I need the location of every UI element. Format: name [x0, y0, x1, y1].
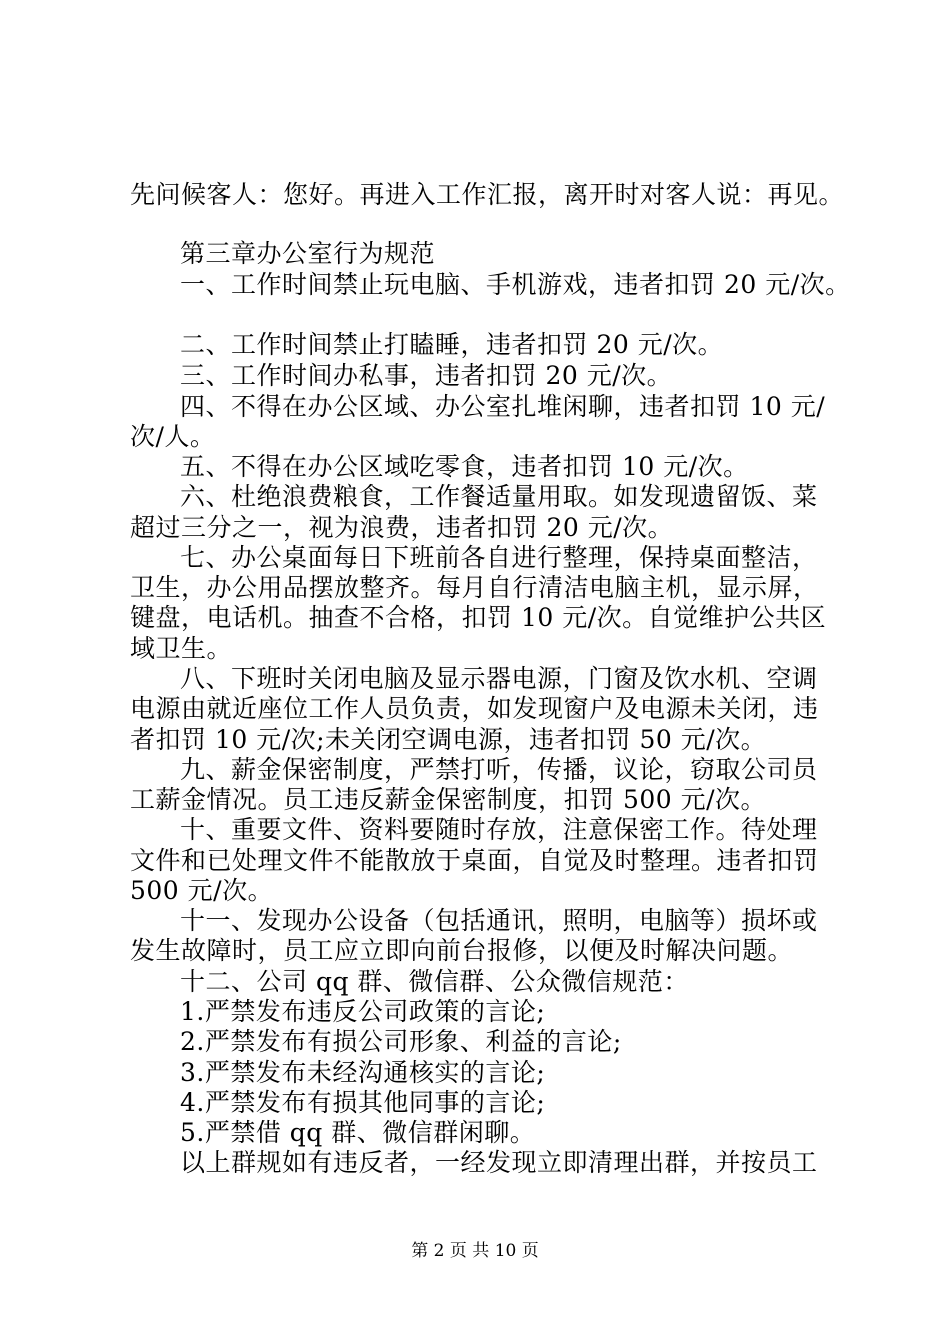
body-line: 电源由就近座位工作人员负责，如发现窗户及电源未关闭，违 — [130, 694, 819, 723]
list-item: 1.严禁发布违反公司政策的言论; — [180, 997, 546, 1026]
body-line: 文件和已处理文件不能散放于桌面，自觉及时整理。违者扣罚 — [130, 846, 819, 875]
list-item: 5.严禁借 qq 群、微信群闲聊。 — [180, 1118, 536, 1147]
body-line: 九、薪金保密制度，严禁打听，传播，议论，窃取公司员 — [180, 755, 818, 784]
body-line: 键盘，电话机。抽查不合格，扣罚 10 元/次。自觉维护公共区 — [130, 603, 827, 632]
chapter-heading: 第三章办公室行为规范 — [180, 239, 436, 268]
body-line: 工薪金情况。员工违反薪金保密制度，扣罚 500 元/次。 — [130, 785, 767, 814]
body-line: 十、重要文件、资料要随时存放，注意保密工作。待处理 — [180, 815, 818, 844]
body-line: 先问候客人：您好。再进入工作汇报，离开时对客人说：再见。 — [130, 180, 845, 209]
body-line: 十二、公司 qq 群、微信群、公众微信规范： — [180, 967, 689, 996]
body-line: 六、杜绝浪费粮食，工作餐适量用取。如发现遗留饭、菜 — [180, 482, 818, 511]
body-line: 500 元/次。 — [130, 876, 274, 905]
body-line: 五、不得在办公区域吃零食，违者扣罚 10 元/次。 — [180, 452, 749, 481]
body-line: 发生故障时，员工应立即向前台报修，以便及时解决问题。 — [130, 936, 794, 965]
body-line: 超过三分之一，视为浪费，违者扣罚 20 元/次。 — [130, 513, 674, 542]
body-line: 域卫生。 — [130, 634, 233, 663]
body-line: 八、下班时关闭电脑及显示器电源，门窗及饮水机、空调 — [180, 664, 818, 693]
body-line: 七、办公桌面每日下班前各自进行整理，保持桌面整洁， — [180, 543, 818, 572]
body-line: 十一、发现办公设备（包括通讯，照明，电脑等）损坏或 — [180, 906, 818, 935]
list-item: 2.严禁发布有损公司形象、利益的言论; — [180, 1027, 622, 1056]
list-item: 3.严禁发布未经沟通核实的言论; — [180, 1058, 546, 1087]
body-line: 二、工作时间禁止打瞌睡，违者扣罚 20 元/次。 — [180, 330, 724, 359]
body-line: 四、不得在办公区域、办公室扎堆闲聊，违者扣罚 10 元/ — [180, 392, 826, 421]
body-line: 卫生，办公用品摆放整齐。每月自行清洁电脑主机，显示屏， — [130, 573, 819, 602]
body-line: 次/人。 — [130, 422, 216, 451]
body-line: 以上群规如有违反者，一经发现立即清理出群，并按员工 — [180, 1148, 818, 1177]
body-line: 者扣罚 10 元/次;未关闭空调电源，违者扣罚 50 元/次。 — [130, 725, 767, 754]
body-line: 一、工作时间禁止玩电脑、手机游戏，违者扣罚 20 元/次。 — [180, 270, 851, 299]
page-footer: 第 2 页 共 10 页 — [411, 1241, 539, 1261]
list-item: 4.严禁发布有损其他同事的言论; — [180, 1088, 546, 1117]
body-line: 三、工作时间办私事，违者扣罚 20 元/次。 — [180, 361, 673, 390]
